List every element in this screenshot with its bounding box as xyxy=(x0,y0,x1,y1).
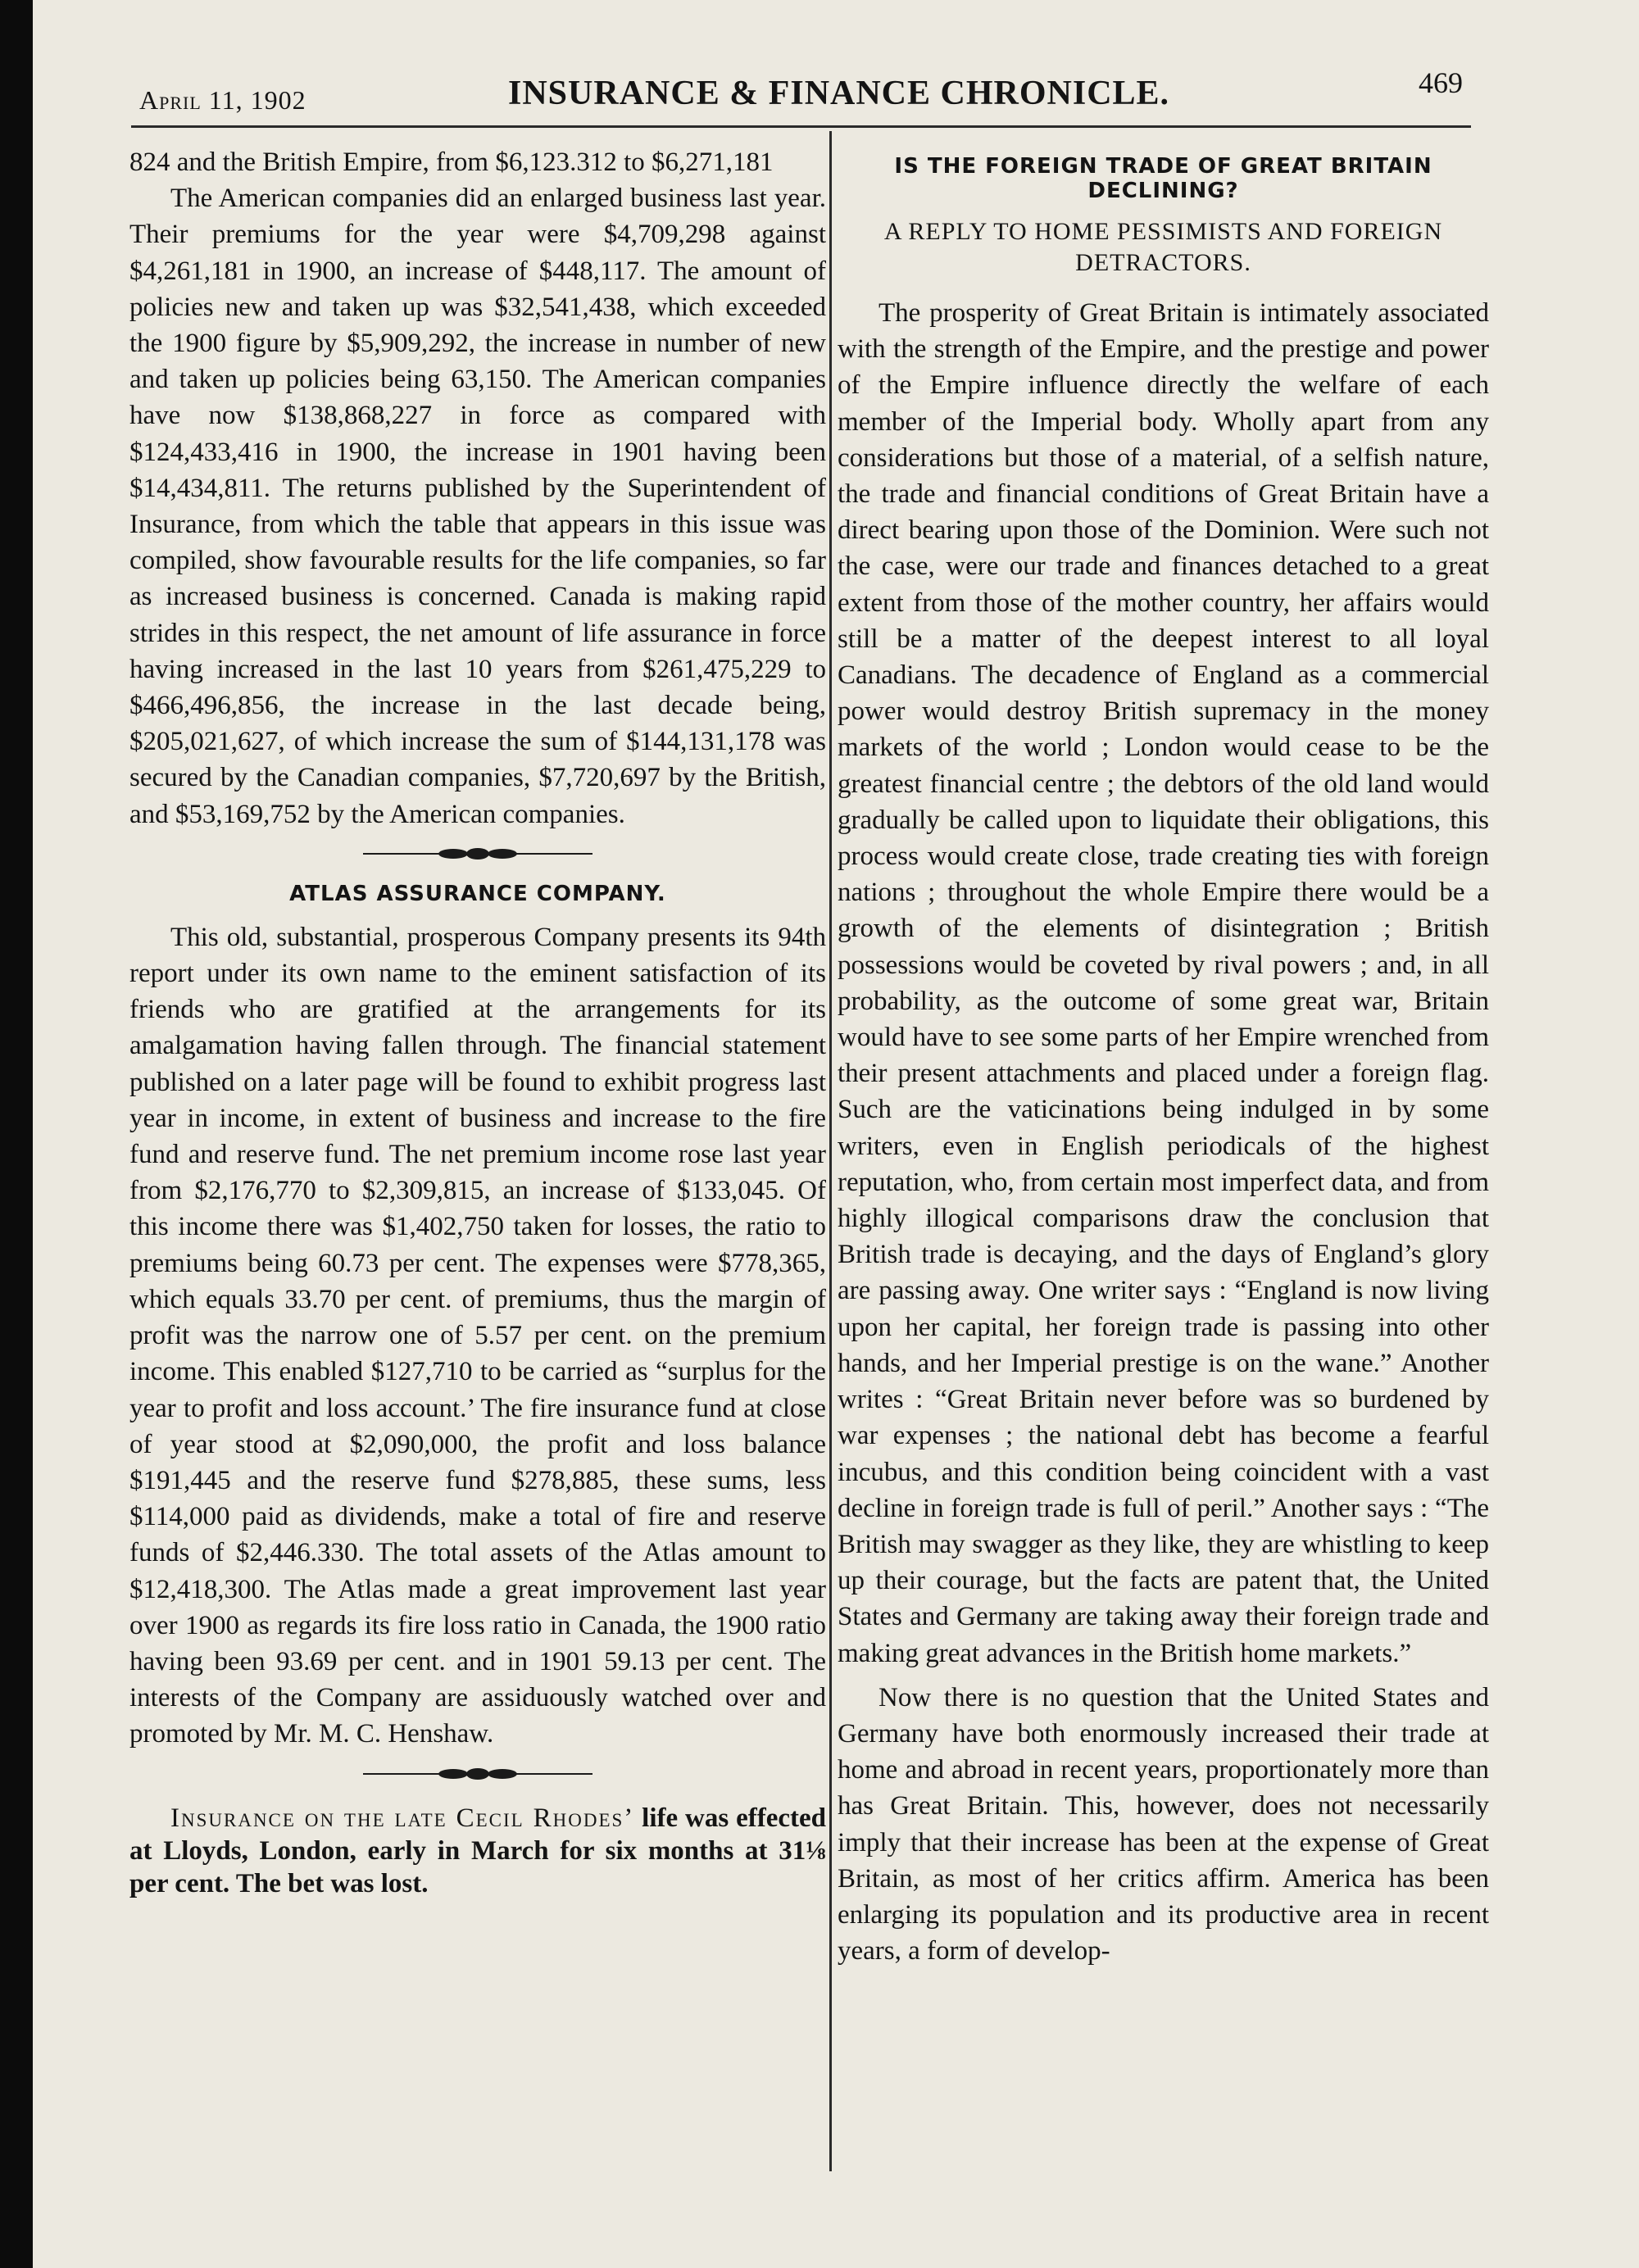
article-subtitle: A REPLY TO HOME PESSIMISTS AND FOREIGN DETRACTORS. xyxy=(883,218,1443,276)
publication-title: INSURANCE & FINANCE CHRONICLE. xyxy=(508,75,1170,112)
issue-date: April 11, 1902 xyxy=(139,85,306,115)
continued-paragraph: 824 and the British Empire, from $6,123.312 to $6,271,181 xyxy=(129,147,774,177)
american-companies-paragraph: The American companies did an enlarged business last year. Their premiums for the year were $4,709,298 against $4,261,181 in 1900, an increase of $448,117. The amount of policies new and taken up was $32,541,438, which exceeded the 1900 figure by $5,909,292, the increase in number of new and taken up policies being 63,150. The American companies have now $138,868,227 in force as compared with $124,433,416 in 1900, the increase in 1901 having been $14,434,811. The returns published by the Superintendent of Insurance, from which the table that appears in this issue was compiled, show favourable results for the life companies, so far as increased business is concerned. Canada is making rapid strides in this respect, the net amount of life assurance in force having increased in the last 10 years from $261,475,229 to $466,496,856, the increase in the last decade being, $205,021,627, of which increase the sum of $144,131,178 was secured by the Canadian companies, $7,720,697 by the British, and $53,169,752 by the American companies. xyxy=(129,184,826,829)
atlas-section-title: ATLAS ASSURANCE COMPANY. xyxy=(289,881,666,906)
page-header xyxy=(131,66,1471,118)
section-ornament xyxy=(363,1766,592,1782)
page-number: 469 xyxy=(1419,66,1463,99)
atlas-paragraph: This old, substantial, prosperous Company presents its 94th report under its own name to the eminent satisfaction of its friends who are gratified at the arrangements for its amalgamation having fallen through. The financial statement published on a later page will be found to exhibit progress last year in income, in extent of business and increase to the fire fund and reserve fund. The net premium income rose last year from $2,176,770 to $2,309,815, an increase of $133,045. Of this income there was $1,402,750 taken for losses, the ratio to premiums being 60.73 per cent. The expenses were $778,365, which equals 33.70 per cent. of premiums, thus the margin of profit was the narrow one of 5.57 per cent. on the premium income. This enabled $127,710 to be carried as “surplus for the year to profit and loss account.’ The fire insurance fund at close of year stood at $2,090,000, the profit and loss balance $191,445 and the reserve fund $278,885, these sums, less $114,000 paid as dividends, make a total of fire and reserve funds of $2,446.330. The total assets of the Atlas amount to $12,418,300. The Atlas made a great improvement last year over 1900 as regards its fire loss ratio in Canada, the 1900 ratio having been 93.69 per cent. and in 1901 59.13 per cent. The interests of the Company are assiduously watched over and promoted by Mr. M. C. Henshaw. xyxy=(129,922,826,1749)
left-column xyxy=(129,144,826,1900)
column-divider xyxy=(829,131,832,2171)
rhodes-insurance-note xyxy=(129,1802,826,1900)
header-rule xyxy=(131,125,1471,128)
note-lead: Insurance on the late Cecil Rhodes’ xyxy=(170,1803,635,1833)
note-body: life was effected at Lloyds, London, early in March for six months at 31⅛ per cent. The bet was lost. xyxy=(129,1803,827,1898)
article-paragraph: The prosperity of Great Britain is intimately associated with the strength of the Empire, and the prestige and power of the Empire influence directly the welfare of each member of the Imperial body. Wholly apart from any considerations but those of a material, of a selfish nature, the trade and financial conditions of Great Britain have a direct bearing upon those of the Dominion. Were such not the case, were our trade and finances detached to a great extent from those of the mother country, her affairs would still be a matter of the deepest interest to all loyal Canadians. The decadence of England as a commercial power would destroy British supremacy in the money markets of the world ; London would cease to be the greatest financial centre ; the debtors of the old land would gradually be called upon to liquidate their obligations, this process would create close, trade creating ties with foreign nations ; throughout the whole Empire there would be a growth of the elements of disintegration ; British possessions would be coveted by rival powers ; and, in all probability, as the outcome of some great war, Britain would have to see some parts of her Empire wrenched from their present attachments and placed under a foreign flag. Such are the vaticinations being indulged in by some writers, even in English periodicals of the highest reputation, who, from certain most imperfect data, and from highly illogical comparisons draw the conclusion that British trade is decaying, and the days of England’s glory are passing away. One writer says : “England is now living upon her capital, her foreign trade is passing into other hands, and her Imperial prestige is on the wane.” Another writes : “Great Britain never before was so burdened by war expenses ; the national debt has become a fearful incubus, and this condition being coincident with a vast decline in foreign trade is full of peril.” Another says : “The British may swagger as they like, they are whistling to keep up their courage, but the facts are patent that, the United States and Germany are taking away their foreign trade and making great advances in the British home markets.” xyxy=(838,298,1489,1668)
article-title: IS THE FOREIGN TRADE OF GREAT BRITAIN DECLINING? xyxy=(894,154,1432,203)
right-column xyxy=(838,144,1489,1969)
section-ornament xyxy=(363,846,592,862)
article-paragraph: Now there is no question that the United States and Germany have both enormously increased their trade at home and abroad in recent years, proportionately more than has Great Britain. This, however, does not necessarily imply that their increase has been at the expense of Great Britain, as most of her critics affirm. America has been enlarging its population and its productive area in recent years, a form of develop- xyxy=(838,1682,1489,1966)
